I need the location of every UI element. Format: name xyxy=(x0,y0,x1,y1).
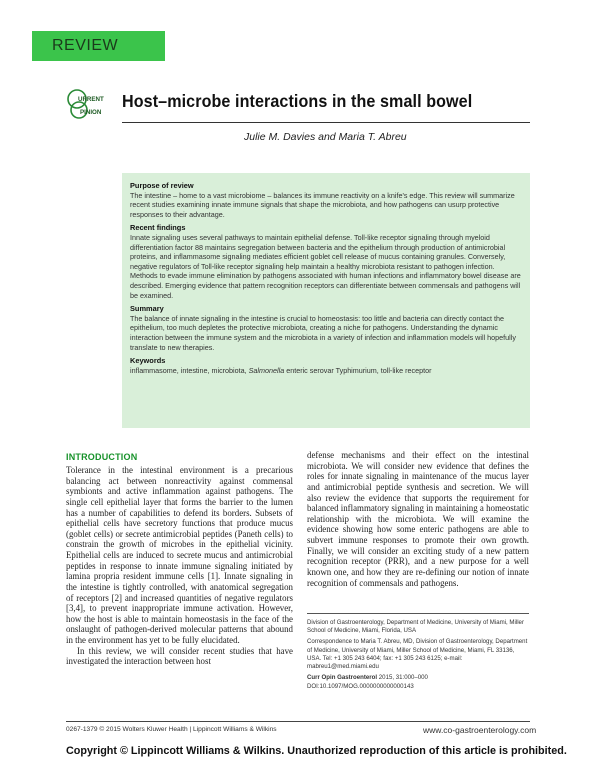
division-text: Division of Gastroenterology, Department of Medicine, University of Miami, Miller School of Medicine, Miami, Florida, USA xyxy=(307,619,524,635)
intro-paragraph-1: Tolerance in the intestinal environment is a precarious balancing act between nonreactivity against commensal symbionts and active inflammation against pathogens. The single cell epithelial layer that forms the barrier to the lumen has a number of capabilities to defend its borders. Subsets of epithelial cells have secretory functions that produce mucus (goblet cells) or secrete antimicrobial peptides (Paneth cells) to constrain the growth of microbes in the epithelial vicinity. Epithelial cells are induced to secrete mucus and antimicrobial peptides in response to innate immune signaling initiated by lamina propria resident immune cells [1]. Innate signaling in the intestine is tightly controlled, with anatomical segregation of receptors [2] and increased quantities of negative regulators [3,4], to prevent inappropriate immune activation. However, how the host is able to maintain homeostasis in the face of the onslaught of pathogen-derived molecular patterns that abound in the environment has yet to be fully elucidated. xyxy=(66,465,293,645)
review-tag: REVIEW xyxy=(32,31,165,61)
keywords-text xyxy=(130,366,522,376)
footer-divider xyxy=(66,721,530,722)
current-opinion-logo xyxy=(65,88,109,120)
abstract-box xyxy=(122,173,530,428)
keywords-italic: Salmonella xyxy=(248,365,285,375)
intro-paragraph-2: In this review, we will consider recent studies that have investigated the interaction between host xyxy=(66,645,293,667)
left-column xyxy=(66,465,293,667)
purpose-heading: Purpose of review xyxy=(130,181,194,190)
correspondence-text: Correspondence to Maria T. Abreu, MD, Division of Gastroenterology, Department of Medicine, University of Miami, Miller School of Medicine, Miami, FL 33136, USA. Tel: +1 305 243 6404; fax: +1 305 243 6125; e-mail: mabreu1@med.miami.edu xyxy=(307,638,528,671)
journal-name: Curr Opin Gastroenterol xyxy=(307,674,378,682)
footer-website-link[interactable]: www.co-gastroenterology.com xyxy=(423,725,537,735)
journal-citation xyxy=(307,674,529,682)
keywords-heading: Keywords xyxy=(130,356,166,366)
keywords-part-1: inflammasome, intestine, microbiota, xyxy=(130,365,249,375)
logo-word-opinion: PINION xyxy=(80,109,102,116)
affiliation-block xyxy=(307,613,529,695)
intro-paragraph-2-continued: defense mechanisms and their effect on the intestinal microbiota. We will consider new evidence that defines the roles for innate signaling in maintenance of the mucus layer and antimicrobial peptide synthesis and secretion. We will also review the evidence that supports the requirement for balanced inflammatory signaling in maintaining a homeostatic relationship with the microbiota. We will examine the evidence showing how some enteric pathogens are able to subvert immune responses to promote their own growth. Finally, we will consider an exciting study of a new pattern recognition receptor (PRR), and a new purpose for a well known one, and how they are re-defining our notion of innate recognition of commensals and pathogens. xyxy=(307,450,529,588)
authors: Julie M. Davies and Maria T. Abreu xyxy=(244,131,407,143)
keywords-part-2: enteric serovar Typhimurium, toll-like receptor xyxy=(284,365,432,375)
journal-volume: 2015, 31:000–000 xyxy=(377,674,428,682)
footer-publisher: 0267-1379 © 2015 Wolters Kluwer Health | Lippincott Williams & Wilkins xyxy=(66,726,277,733)
title-divider xyxy=(122,122,530,123)
article-title: Host–microbe interactions in the small bowel xyxy=(122,91,473,111)
findings-heading: Recent findings xyxy=(130,223,186,233)
findings-text: Innate signaling uses several pathways to maintain epithelial defense. Toll-like receptor signaling through myeloid differentiation factor 88 maintains segregation between bacteria and the epithelium through production of antimicrobial proteins, and inflammasome signaling mediates efficient goblet cell release of mucus containing granules. Conversely, negative regulators of Toll-like receptor signaling help maintain a healthy microbiota resistant to pathogen infection. Methods to evade immune elimination by pathogens associated with human infections and inflammatory bowel disease are described. Emerging evidence that pattern recognition receptors can differentiate between commensals and pathogens will be examined. xyxy=(130,232,521,300)
purpose-text: The intestine – home to a vast microbiome – balances its immune reactivity on a knife's edge. This review will summarize recent studies examining innate immune signals that shape the microbiota, and how pathogens can usurp protective responses to their advantage. xyxy=(130,190,515,219)
right-column xyxy=(307,450,529,588)
doi-text: DOI:10.1097/MOG.0000000000000143 xyxy=(307,683,414,691)
logo-word-current: URRENT xyxy=(78,96,104,103)
summary-heading: Summary xyxy=(130,304,164,314)
introduction-heading: INTRODUCTION xyxy=(66,452,138,462)
copyright-notice: Copyright © Lippincott Williams & Wilkins. Unauthorized reproduction of this article is prohibited. xyxy=(66,745,567,757)
summary-text: The balance of innate signaling in the intestine is crucial to homeostasis: too little and bacteria can directly contact the epithelium, too much depletes the protective microbiota, creating a niche for pathogens. Understanding the dynamic interaction between the immune system and the microbiota in a variety of infection and inflammation models will hopefully translate to new therapies. xyxy=(130,313,516,352)
